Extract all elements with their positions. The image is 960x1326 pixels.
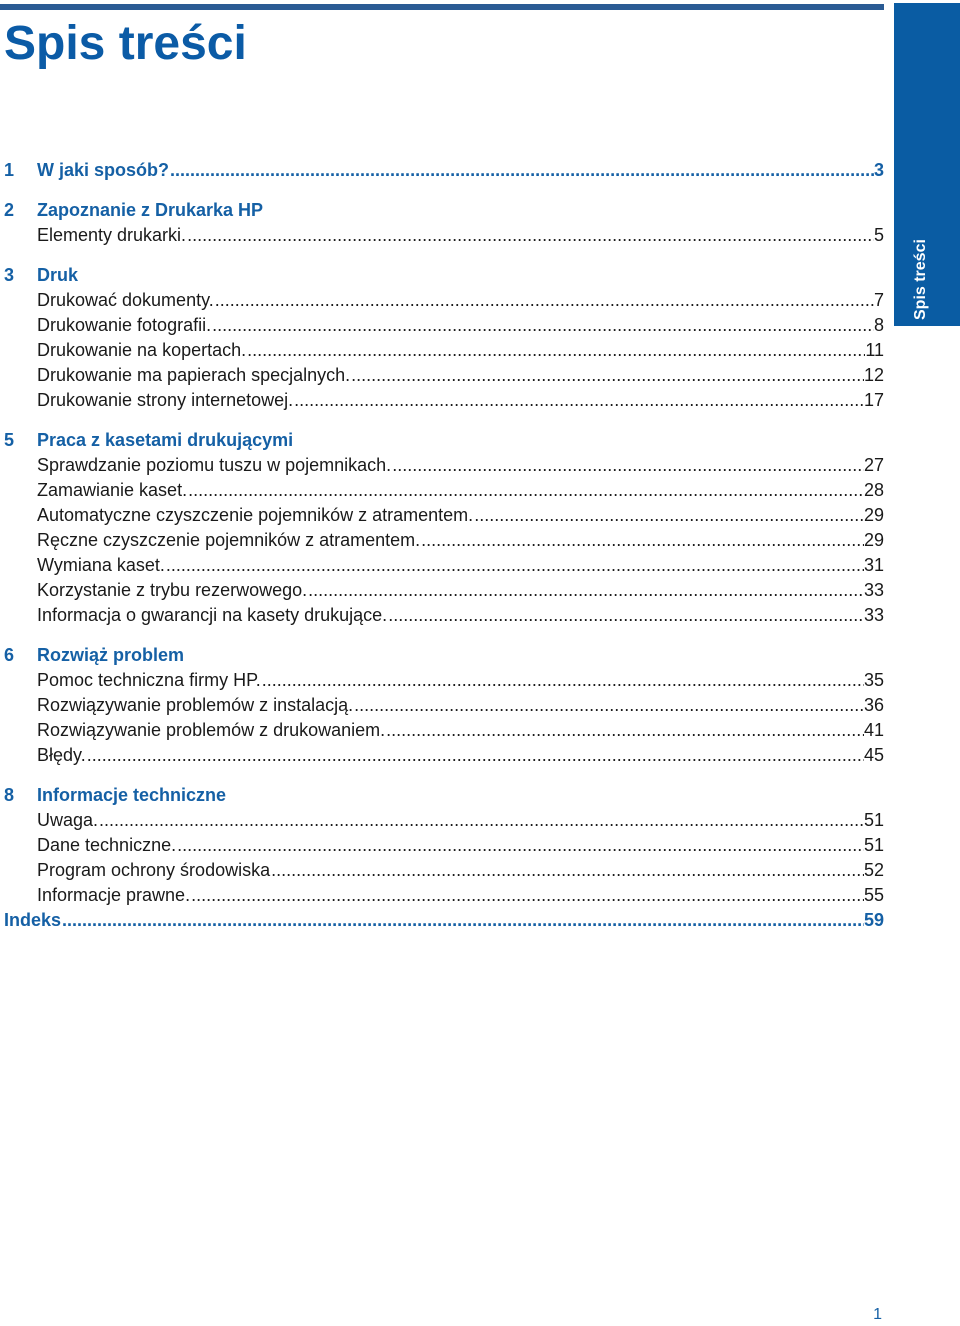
toc-page-number: 27 xyxy=(863,455,884,475)
toc-entry-title: Drukowanie strony internetowej. xyxy=(37,390,294,410)
toc-page-number: 11 xyxy=(865,340,884,360)
toc-entry-title: Korzystanie z trybu rezerwowego. xyxy=(37,580,308,600)
toc-page-number: 55 xyxy=(863,885,884,905)
toc-entry-title: Dane techniczne. xyxy=(37,835,177,855)
side-tab-label: Spis treści xyxy=(912,239,929,320)
toc-row[interactable] xyxy=(0,743,884,768)
toc-entry-title: Informacje prawne. xyxy=(37,885,191,905)
toc-row[interactable] xyxy=(0,158,884,183)
toc-row[interactable] xyxy=(0,668,884,693)
toc-page-number: 12 xyxy=(863,365,884,385)
toc-page-number: 5 xyxy=(873,225,884,245)
toc-entry-title: Zapoznanie z Drukarka HP xyxy=(37,200,264,220)
toc-leader-dots xyxy=(191,883,864,908)
toc-entry-title: Uwaga. xyxy=(37,810,99,830)
toc-row[interactable] xyxy=(0,453,884,478)
top-rule xyxy=(0,4,884,10)
page-title: Spis treści xyxy=(4,17,247,70)
toc-leader-dots xyxy=(170,158,874,183)
toc-page-number: 33 xyxy=(863,580,884,600)
toc-page-number: 51 xyxy=(863,835,884,855)
toc-entry-title: Informacja o gwarancji na kasety drukujące. xyxy=(37,605,388,625)
toc-row[interactable] xyxy=(0,198,884,223)
toc-row[interactable] xyxy=(0,338,884,363)
toc-entry-title: Elementy drukarki. xyxy=(37,225,187,245)
toc-page-number: 17 xyxy=(863,390,884,410)
toc-row[interactable] xyxy=(0,833,884,858)
toc-leader-dots xyxy=(386,718,864,743)
toc-row[interactable] xyxy=(0,858,884,883)
toc-row[interactable] xyxy=(0,808,884,833)
toc-entry-title: Indeks xyxy=(4,910,62,930)
toc-leader-dots xyxy=(308,578,864,603)
toc-row[interactable] xyxy=(0,718,884,743)
toc-entry-title: Pomoc techniczna firmy HP. xyxy=(37,670,261,690)
toc-leader-dots xyxy=(247,338,865,363)
toc-leader-dots xyxy=(187,223,874,248)
toc-row[interactable] xyxy=(0,908,884,933)
table-of-contents xyxy=(0,158,884,933)
toc-page-number: 29 xyxy=(863,505,884,525)
toc-row[interactable] xyxy=(0,388,884,413)
toc-page-number: 59 xyxy=(863,910,884,930)
toc-entry-title: Druk xyxy=(37,265,79,285)
toc-chapter-number: 1 xyxy=(4,160,15,180)
toc-row[interactable] xyxy=(0,363,884,388)
toc-leader-dots xyxy=(177,833,864,858)
toc-row[interactable] xyxy=(0,883,884,908)
page-number: 1 xyxy=(873,1306,882,1323)
toc-row[interactable] xyxy=(0,313,884,338)
toc-entry-title: Ręczne czyszczenie pojemników z atramentem. xyxy=(37,530,421,550)
toc-chapter-number: 6 xyxy=(4,645,15,665)
toc-leader-dots xyxy=(392,453,864,478)
toc-leader-dots xyxy=(262,668,864,693)
toc-entry-title: Rozwiązywanie problemów z drukowaniem. xyxy=(37,720,386,740)
toc-row[interactable] xyxy=(0,288,884,313)
toc-row[interactable] xyxy=(0,553,884,578)
toc-row[interactable] xyxy=(0,528,884,553)
toc-page-number: 7 xyxy=(873,290,884,310)
toc-leader-dots xyxy=(188,478,864,503)
toc-row[interactable] xyxy=(0,693,884,718)
toc-chapter-number: 3 xyxy=(4,265,15,285)
toc-leader-dots xyxy=(215,288,874,313)
toc-entry-title: Program ochrony środowiska xyxy=(37,860,271,880)
toc-page-number: 36 xyxy=(863,695,884,715)
toc-page-number: 33 xyxy=(863,605,884,625)
toc-page-number: 8 xyxy=(873,315,884,335)
toc-page-number: 41 xyxy=(863,720,884,740)
toc-page-number: 52 xyxy=(863,860,884,880)
toc-leader-dots xyxy=(388,603,864,628)
toc-row[interactable] xyxy=(0,503,884,528)
toc-page-number: 29 xyxy=(863,530,884,550)
toc-entry-title: Automatyczne czyszczenie pojemników z atramentem. xyxy=(37,505,474,525)
toc-entry-title: Drukowanie fotografii. xyxy=(37,315,212,335)
toc-leader-dots xyxy=(62,908,864,933)
toc-entry-title: Drukować dokumenty. xyxy=(37,290,214,310)
toc-row[interactable] xyxy=(0,603,884,628)
toc-entry-title: Rozwiąż problem xyxy=(37,645,185,665)
toc-entry-title: Rozwiązywanie problemów z instalacją. xyxy=(37,695,354,715)
toc-entry-title: Praca z kasetami drukującymi xyxy=(37,430,294,450)
toc-row[interactable] xyxy=(0,783,884,808)
toc-entry-title: Zamawianie kaset. xyxy=(37,480,188,500)
toc-leader-dots xyxy=(87,743,864,768)
toc-page-number: 31 xyxy=(863,555,884,575)
toc-leader-dots xyxy=(166,553,864,578)
toc-chapter-number: 8 xyxy=(4,785,15,805)
toc-leader-dots xyxy=(351,363,864,388)
toc-chapter-number: 2 xyxy=(4,200,15,220)
toc-page-number: 28 xyxy=(863,480,884,500)
toc-entry-title: Informacje techniczne xyxy=(37,785,227,805)
toc-page-number: 45 xyxy=(863,745,884,765)
toc-page-number: 35 xyxy=(863,670,884,690)
toc-entry-title: Błędy. xyxy=(37,745,86,765)
toc-page-number: 51 xyxy=(863,810,884,830)
toc-entry-title: W jaki sposób? xyxy=(37,160,170,180)
toc-leader-dots xyxy=(474,503,864,528)
toc-leader-dots xyxy=(212,313,874,338)
toc-entry-title: Wymiana kaset. xyxy=(37,555,165,575)
toc-row[interactable] xyxy=(0,578,884,603)
toc-leader-dots xyxy=(294,388,864,413)
toc-leader-dots xyxy=(271,858,864,883)
toc-entry-title: Drukowanie na kopertach. xyxy=(37,340,247,360)
toc-row[interactable] xyxy=(0,263,884,288)
toc-entry-title: Sprawdzanie poziomu tuszu w pojemnikach. xyxy=(37,455,392,475)
toc-chapter-number: 5 xyxy=(4,430,15,450)
toc-row[interactable] xyxy=(0,223,884,248)
toc-row[interactable] xyxy=(0,478,884,503)
toc-leader-dots xyxy=(354,693,864,718)
toc-leader-dots xyxy=(99,808,864,833)
toc-entry-title: Drukowanie ma papierach specjalnych. xyxy=(37,365,351,385)
toc-row[interactable] xyxy=(0,643,884,668)
toc-leader-dots xyxy=(421,528,864,553)
toc-page-number: 3 xyxy=(873,160,884,180)
toc-row[interactable] xyxy=(0,428,884,453)
